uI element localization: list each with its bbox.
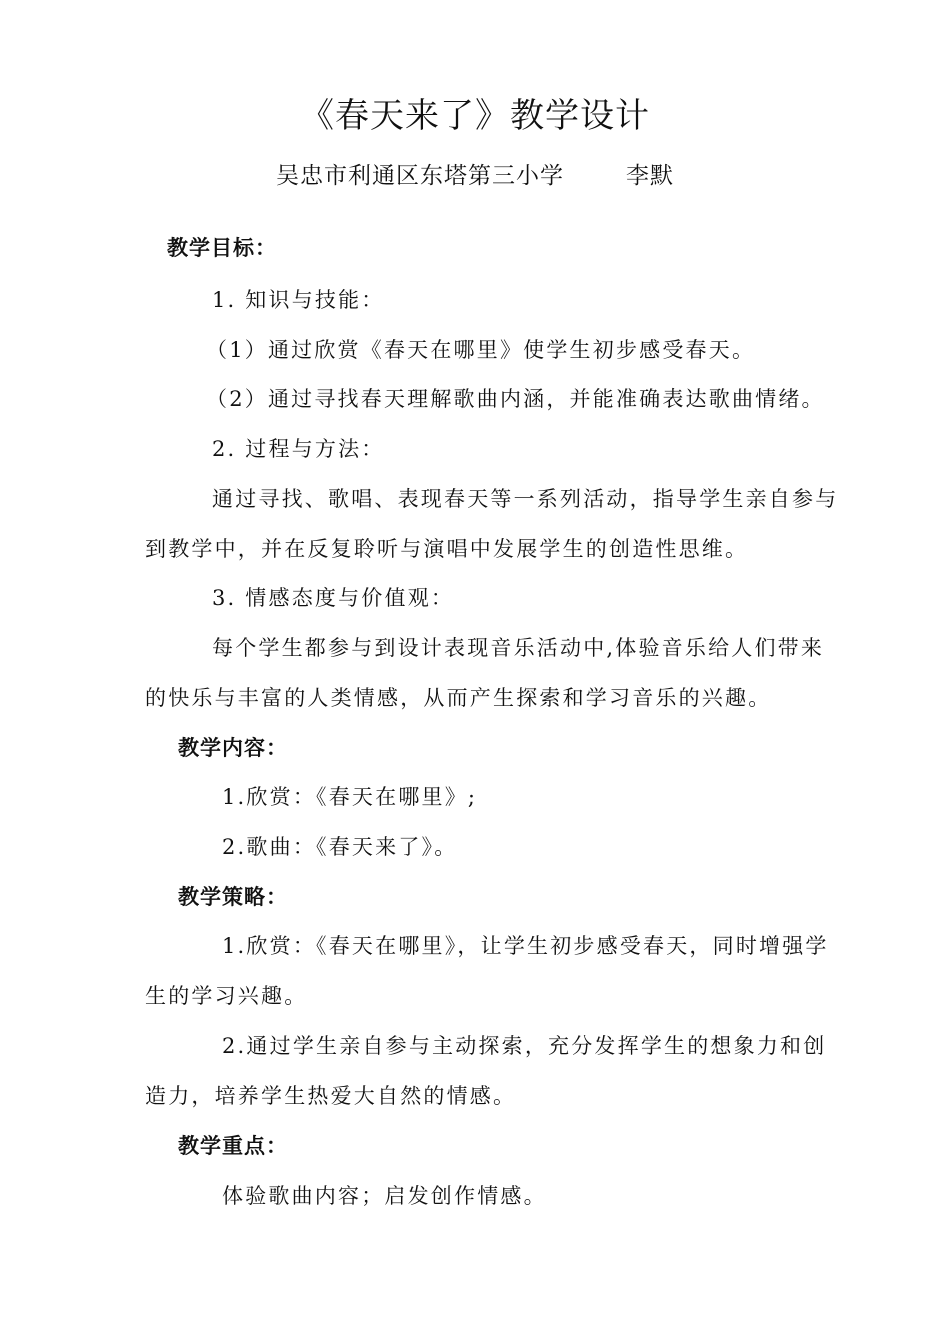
school-name: 吴忠市利通区东塔第三小学 bbox=[276, 163, 564, 189]
strategy-item: 造力，培养学生热爱大自然的情感。 bbox=[145, 1084, 517, 1108]
author-line bbox=[0, 157, 950, 190]
strategy-item: 2.通过学生亲自参与主动探索，充分发挥学生的想象力和创 bbox=[222, 1034, 827, 1058]
knowledge-heading: 1. 知识与技能： bbox=[212, 288, 385, 312]
strategy-heading: 教学策略： bbox=[178, 885, 288, 909]
process-text: 到教学中，并在反复聆听与演唱中发展学生的创造性思维。 bbox=[145, 537, 749, 561]
process-heading: 2. 过程与方法： bbox=[212, 437, 385, 461]
emotion-text: 每个学生都参与到设计表现音乐活动中,体验音乐给人们带来 bbox=[212, 636, 825, 660]
key-points-text: 体验歌曲内容；启发创作情感。 bbox=[222, 1184, 547, 1208]
author-name: 李默 bbox=[626, 163, 674, 189]
strategy-item: 1.欣赏：《春天在哪里》，让学生初步感受春天，同时增强学 bbox=[222, 934, 829, 958]
strategy-item: 生的学习兴趣。 bbox=[145, 984, 308, 1008]
content-item: 1.欣赏：《春天在哪里》; bbox=[222, 785, 478, 809]
emotion-heading: 3. 情感态度与价值观： bbox=[212, 586, 455, 610]
process-text: 通过寻找、歌唱、表现春天等一系列活动，指导学生亲自参与 bbox=[212, 487, 839, 511]
document-title: 《春天来了》教学设计 bbox=[300, 96, 650, 136]
knowledge-item: （2）通过寻找春天理解歌曲内涵，并能准确表达歌曲情绪。 bbox=[206, 387, 825, 411]
knowledge-item: （1）通过欣赏《春天在哪里》使学生初步感受春天。 bbox=[206, 338, 756, 362]
key-points-heading: 教学重点： bbox=[178, 1134, 288, 1158]
emotion-text: 的快乐与丰富的人类情感，从而产生探索和学习音乐的兴趣。 bbox=[145, 686, 772, 710]
objectives-heading: 教学目标： bbox=[167, 236, 277, 260]
content-heading: 教学内容： bbox=[178, 736, 288, 760]
content-item: 2.歌曲：《春天来了》。 bbox=[222, 835, 458, 859]
